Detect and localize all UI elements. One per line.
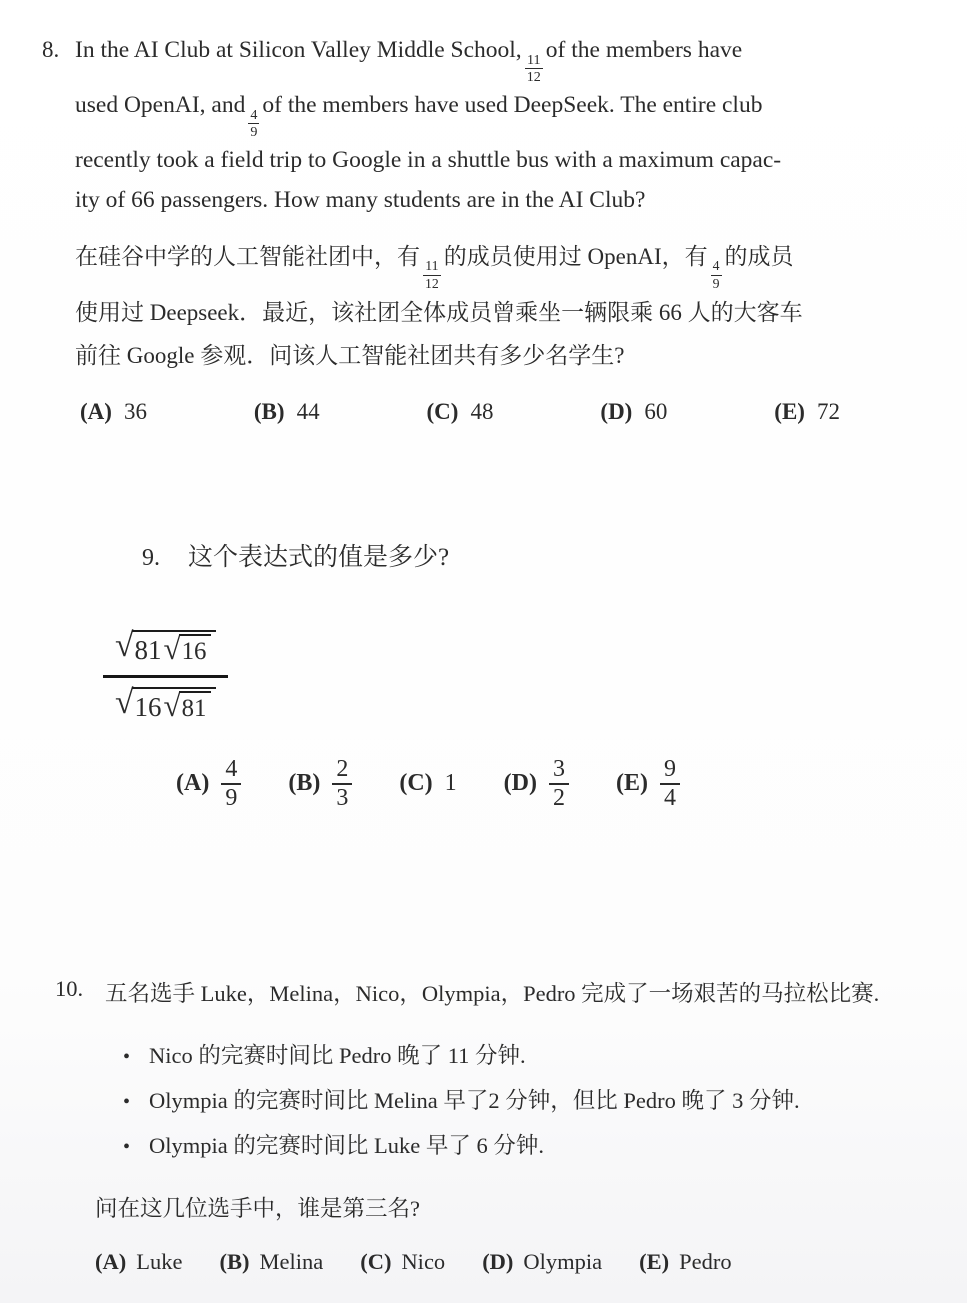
bullet-item [123,1124,955,1169]
choice-label: (C) [360,1249,392,1274]
problem-9-heading [142,537,449,573]
bullet-icon: • [123,1136,131,1158]
choice-label: (C) [399,770,433,797]
choice-label: (A) [176,770,210,797]
problem-8-answer-choices [80,399,840,425]
sqrt-icon: √ [115,684,134,721]
choice-value: 48 [470,398,494,424]
fraction-11-12: $\frac{11}{12}$ [425,258,439,291]
choice-label: (C) [426,398,459,424]
fraction-11-12: $\frac{11}{12}$ [526,52,541,86]
choice-value: 1 [444,770,457,797]
problem-9-answer-choices [176,756,680,812]
choice-A [176,756,241,812]
choice-D [600,399,667,425]
problem-10-intro: 五名选手 Luke，Melina，Nico，Olympia，Pedro 完成了一场艰苦的马拉松比赛. [105,981,880,1006]
choice-value: Nico [401,1249,446,1274]
choice-value: Pedro [679,1249,732,1274]
problem-10-answer-choices [95,1249,955,1275]
choice-label: (E) [639,1249,670,1274]
problem-8-english-line-4: ity of 66 passengers. How many students are in the AI Club? [75,186,646,213]
choice-C [427,399,494,425]
fraction-4-9: $\frac{4}{9}$ [250,106,258,141]
choice-label: (E) [774,398,805,424]
outer-sqrt: √ 16 √ 81 [115,687,216,723]
problem-8-chinese-line-3: 前往 Google 参观．问该人工智能社团共有多少名学生? [75,342,625,368]
problem-10 [55,976,955,1275]
clue-text: Nico 的完赛时间比 Pedro 晚了 11 分钟. [149,1043,526,1068]
problem-number: 10. [55,976,84,1001]
inner-sqrt: √ 81 [164,691,212,723]
expression-fraction [103,628,228,725]
choice-label: (D) [503,770,537,797]
choice-C [399,770,456,797]
problem-8 [42,30,932,425]
choice-label: (B) [219,1249,250,1274]
choice-C [360,1249,445,1275]
choice-E [639,1249,732,1275]
outer-sqrt: √ 81 √ 16 [115,630,216,666]
choice-value: 44 [296,398,320,424]
choice-E [616,756,680,812]
fraction-4-9: $\frac{4}{9}$ [712,258,720,291]
choice-value: 72 [816,398,840,424]
clue-text: Olympia 的完赛时间比 Melina 早了2 分钟，但比 Pedro 晚了 3 分钟. [149,1088,800,1113]
choice-fraction: 4 9 [221,756,241,812]
choice-D [504,756,569,812]
expression-denominator [103,675,228,725]
choice-label: (E) [615,770,648,797]
bullet-icon: • [123,1091,131,1113]
problem-8-chinese-line-1: 在硅谷中学的人工智能社团中，有 $\frac{11}{12}$ 的成员使用过 OpenAI，有 $\frac{4}{9}$ 的成员 [75,243,794,291]
choice-value: Olympia [523,1249,603,1274]
choice-value: 36 [123,398,147,424]
problem-number: 8. [42,37,60,62]
problem-number: 9. [142,545,160,571]
problem-8-english-line-3: recently took a field trip to Google in a shuttle bus with a maximum capac- [75,146,782,173]
choice-B [254,399,320,425]
choice-A [95,1249,182,1275]
choice-value: Luke [136,1249,183,1274]
sqrt-icon: √ [163,688,181,723]
choice-B [219,1249,323,1275]
problem-9-question: 这个表达式的值是多少? [188,544,450,571]
bullet-item [123,1079,955,1124]
choice-label: (D) [482,1249,514,1274]
problem-10-clues [123,1034,955,1169]
inner-sqrt: √ 16 [164,634,212,666]
problem-8-chinese-line-2: 使用过 Deepseek．最近，该社团全体成员曾乘坐一辆限乘 66 人的大客车 [75,299,803,325]
problem-8-statement-chinese [75,235,932,377]
bullet-item [123,1034,955,1079]
problem-8-statement-english [42,30,932,220]
problem-8-english-line-1: In the AI Club at Silicon Valley Middle School, $\frac{11}{12}$ of the members have [75,37,743,86]
choice-fraction: 3 2 [549,756,569,812]
clue-text: Olympia 的完赛时间比 Luke 早了 6 分钟. [149,1133,544,1158]
choice-E [774,399,840,425]
expression-numerator [103,628,228,675]
choice-B [288,756,352,812]
choice-label: (D) [600,398,633,424]
choice-fraction: 2 3 [332,756,352,812]
problem-8-english-line-2: used OpenAI, and $\frac{4}{9}$ of the members have used DeepSeek. The entire club [75,91,763,141]
sqrt-icon: √ [163,631,181,666]
choice-value: Melina [259,1249,324,1274]
problem-10-question: 问在这几位选手中，谁是第三名? [95,1196,420,1221]
choice-value: 60 [644,398,668,424]
bullet-icon: • [123,1046,131,1068]
choice-label: (B) [288,770,321,797]
problem-9-expression [103,628,228,725]
sqrt-icon: √ [115,627,134,664]
choice-label: (A) [80,398,112,424]
choice-D [482,1249,602,1275]
choice-label: (A) [95,1249,127,1274]
choice-label: (B) [253,398,285,424]
choice-fraction: 9 4 [660,756,680,812]
choice-A [80,399,147,425]
